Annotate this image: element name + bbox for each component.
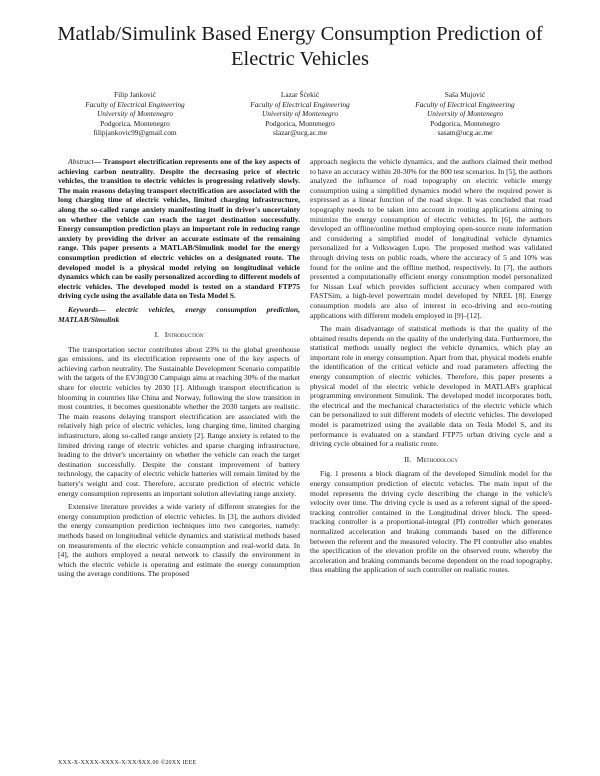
intro-paragraph-2: Extensive literature provides a wide variety of different strategies for the energy consumption prediction of electric vehicles. In [3], the authors divided the energy consumption prediction techniques into two categories, namely: methods based on longitudinal vehicle dynamics and statistical methods based on measurements of the electric vehicle consumption and real-world data. In [4], the authors employed a neural network to classify the environment in which the electric vehicle is operating and estimate the energy consumption using the average conditions. The proposed [58,502,300,579]
intro-paragraph-1: The transportation sector contributes about 23% to the global greenhouse gas emissions, and its electrification represents one of the key aspects of achieving carbon neutrality. The Sustainable Development Scenario compatible with the targets of the EV30@30 Campaign aims at reaching 30% of the market share for electric vehicles by 2030 [1]. Although transport electrification is blooming in countries like China and Norway, following the slow transition in most countries, it becomes questionable whether the 2030 targets are realistic. The main reasons delaying transport electrification are associated with the relatively high price of electric vehicles, long charging time, limited charging infrastructure, along so-called range anxiety [2]. Range anxiety is related to the limited driving range of electric vehicles and sparse charging infrastructure, leading to the driver's uncertainty on whether the vehicle can reach the target destination successfully. Despite the constant improvement of battery technology, the capacity of electric vehicle batteries will remain limited by the battery's weight and cost. Therefore, accurate prediction of electric vehicle energy consumption represents an important solution alleviating range anxiety. [58,344,300,498]
author-1 [60,90,210,138]
literature-paragraph-1: approach neglects the vehicle dynamics, and the authors claimed their method to have an accuracy within 20-30% for the 800 test scenarios. In [5], the authors analyzed the influence of road topography on electric vehicle energy consumption using a simplified dynamics model where the required power is expressed as a linear function of the road slope. It was concluded that road topography needs to be taken into account in routing applications aiming to minimize the energy consumption of electric vehicles. In [6], the authors developed an offline/online method employing open-source route information and considering a simplified model of longitudinal vehicle dynamics personalized for a Volkswagen Lupo. The proposed method was validated through driving tests on public roads, where the accuracy of 5 and 10% was found for the online and the offline method, respectively. In [7], the authors presented a computationally efficient energy consumption model personalized for Nissan Leaf which provides sufficient accuracy when compared with FASTSim, a high-level powertrain model developed by NREL [8]. Energy consumption models are also of interest in eco-driving and eco-routing applications with different models employed in [9]–[12]. [310,157,552,320]
author-affiliation: Faculty of Electrical Engineering [85,99,185,109]
section-title: Methodology [416,454,458,464]
abstract-label: Abstract [68,157,94,166]
author-affiliation: Faculty of Electrical Engineering [415,99,515,109]
author-email[interactable]: slazar@ucg.ac.me [273,128,327,138]
author-name: Saša Mujović [444,90,486,99]
keywords-label: Keywords [68,304,99,314]
section-title: Introduction [164,330,204,340]
author-email[interactable]: filipjankovic99@gmail.com [93,128,177,138]
author-city: Podgorica, Montenegro [265,118,335,128]
paper-title: Matlab/Simulink Based Energy Consumption Prediction of Electric Vehicles [57,23,543,70]
abstract-text: — Transport electrification represents one of the key aspects of achieving carbon neutrality. Despite the decreasing price of electric vehicles, the transition to electric vehicles is progressing relatively slowly. The main reasons delaying transport electrification are associated with the long charging time of electric vehicles, limited charging infrastructure, along the so-called range anxiety manifesting itself in driver's uncertainty on whether the vehicle can reach the target destination successfully. Energy consumption prediction plays an important role in reducing range anxiety by providing the driver an accurate estimate of the remaining range. This paper presents a MATLAB/Simulink model for the energy consumption prediction of electric vehicles on a designated route. The developed model is a physical model relying on longitudinal vehicle dynamics which can be easily personalized according to different models of electric vehicles. The developed model is tested on a standard FTP75 driving cycle using the available data on Tesla Model S. [58,157,300,301]
abstract [58,157,300,301]
author-name: Filip Janković [113,90,157,99]
literature-paragraph-2: The main disadvantage of statistical methods is that the quality of the obtained results depends on the quality of the underlying data. Furthermore, the statistical methods usually neglect the vehicle dynamics, which play an important role in energy consumption. Apart from that, physical models enable the identification of the critical vehicle and road parameters affecting the energy consumption of electric vehicles. Therefore, this paper presents a physical model of the electric vehicle developed in MATLAB's graphical programming environment Simulink. The developed model incorporates both, the electrical and the mechanical characteristics of the electric vehicle which can be personalized to suit different models of electric vehicles. The developed model is parametrized using the available data on Tesla Model S, and its performance is evaluated on a standard FTP75 urban driving cycle and a driving cycle obtained for a realistic route. [310,324,552,449]
keywords-text: — electric vehicles, energy consumption prediction, MATLAB/Simulink [58,304,300,324]
author-city: Podgorica, Montenegro [430,118,500,128]
author-university: University of Montenegro [426,109,504,119]
author-3 [390,90,540,138]
left-column [58,157,300,583]
keywords [58,305,300,324]
author-city: Podgorica, Montenegro [100,118,170,128]
author-2 [225,90,375,138]
section-heading-methodology [310,455,552,465]
author-university: University of Montenegro [261,109,339,119]
author-university: University of Montenegro [96,109,174,119]
section-heading-introduction [58,330,300,340]
section-number: I. [154,330,160,340]
author-email[interactable]: sasam@ucg.ac.me [437,128,493,138]
copyright-footer: XXX-X-XXXX-XXXX-X/XX/$XX.00 ©20XX IEEE [58,760,197,766]
methodology-paragraph-1: Fig. 1 presents a block diagram of the developed Simulink model for the energy consumption prediction of electric vehicles. The main input of the model represents the driving cycle describing the change in the vehicle's velocity over time. The driving cycle is used as a referent signal of the speed-tracking controller contained in the Longitudinal driver block. The speed-tracking controller is a proportional-integral (PI) controller which generates normalized acceleration and braking commands based on the difference between the referent and the measured velocity. The PI controller also enables the specification of the elevation profile on the observed route, whereby the acceleration and braking commands become dependent on the road topography, thus enabling the application of such controller on realistic routes. [310,469,552,575]
author-affiliation: Faculty of Electrical Engineering [250,99,350,109]
author-block [60,90,540,138]
section-number: II. [404,454,412,464]
author-name: Lazar Šćekić [280,90,320,99]
right-column [310,157,552,579]
